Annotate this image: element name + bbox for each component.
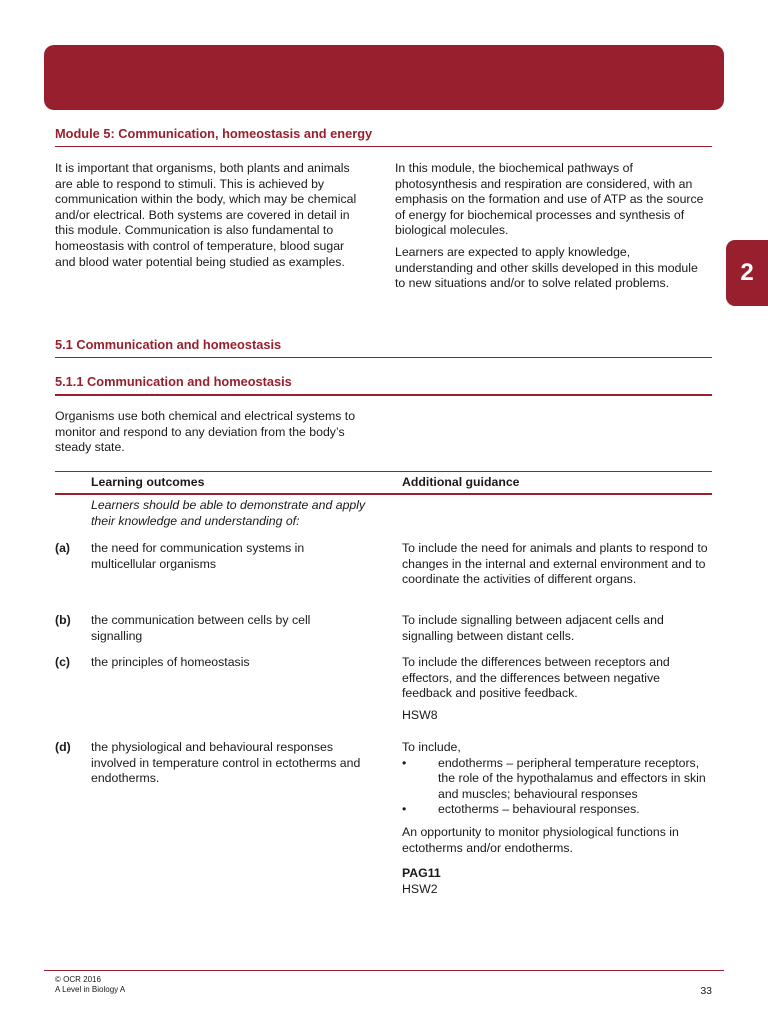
col-header-outcomes: Learning outcomes	[91, 475, 205, 489]
module-title: Module 5: Communication, homeostasis and energy	[55, 126, 373, 141]
guidance-a-text: To include the need for animals and plants to respond to changes in the internal and external environment and to coordinate the activities of different organs.	[402, 541, 708, 587]
section-intro-text: Organisms use both chemical and electrical systems to monitor and respond to any deviation from the body’s steady state.	[55, 409, 356, 455]
guidance-d-bullet	[402, 756, 712, 803]
row-label-d: (d)	[55, 740, 71, 754]
module-intro-left-text: It is important that organisms, both plants and animals are able to respond to stimuli. This is achieved by communication within the body, which may be chemical and/or electrical. Both systems are covered in detail in this module. Communication is also fundamental to homeostasis with control of temperature, blood sugar and blood water potential being studied as examples.	[55, 161, 357, 269]
section-intro	[55, 409, 375, 456]
outcome-d	[91, 740, 361, 787]
header-banner	[44, 45, 724, 110]
guidance-d	[402, 740, 712, 897]
table-top-rule	[55, 471, 712, 472]
row-label-a: (a)	[55, 541, 71, 555]
subsection-title-rule	[55, 394, 712, 396]
section-tab	[726, 240, 768, 306]
module-intro-right	[395, 161, 710, 292]
col-header-guidance: Additional guidance	[402, 475, 520, 489]
footer-qualification: A Level in Biology A	[55, 985, 126, 994]
outcome-a	[91, 541, 361, 572]
module-intro-right-text-2: Learners are expected to apply knowledge, understanding and other skills developed in this module to new situations and/or to solve related problems.	[395, 244, 698, 291]
footer-copyright: © OCR 2016	[55, 975, 101, 984]
bullet-mark: •	[402, 755, 407, 770]
section-title-rule	[55, 357, 712, 358]
guidance-d-hsw: HSW2	[402, 881, 438, 896]
row-label-b: (b)	[55, 613, 71, 627]
guidance-c-code: HSW8	[402, 707, 438, 722]
outcome-c-text: the principles of homeostasis	[91, 655, 250, 669]
outcome-c	[91, 655, 361, 671]
subsection-title: 5.1.1 Communication and homeostasis	[55, 374, 292, 389]
module-title-rule	[55, 146, 712, 147]
footer-rule	[44, 970, 724, 971]
guidance-d-bullet	[402, 802, 712, 818]
guidance-c-text: To include the differences between receptors and effectors, and the differences between negative feedback and positive feedback.	[402, 655, 670, 701]
table-intro	[91, 498, 371, 529]
guidance-d-extra: An opportunity to monitor physiological functions in ectotherms and/or endotherms.	[402, 824, 679, 855]
guidance-d-pag: PAG11	[402, 866, 441, 881]
outcome-a-text: the need for communication systems in multicellular organisms	[91, 541, 305, 571]
bullet-mark: •	[402, 802, 407, 817]
module-intro-left	[55, 161, 365, 270]
section-title: 5.1 Communication and homeostasis	[55, 337, 282, 352]
bullet-text: endotherms – peripheral temperature receptors, the role of the hypothalamus and effectors in skin and muscles; behavioural responses	[438, 755, 706, 801]
guidance-c	[402, 655, 710, 723]
table-header-rule	[55, 493, 712, 495]
page-number: 33	[700, 985, 712, 997]
section-tab-number: 2	[740, 259, 754, 287]
table-intro-text: Learners should be able to demonstrate and apply their knowledge and understanding of:	[91, 498, 366, 528]
footer-info	[55, 975, 125, 995]
outcome-b	[91, 613, 351, 644]
guidance-d-intro: To include,	[402, 740, 461, 754]
row-label-c: (c)	[55, 655, 71, 669]
guidance-a	[402, 541, 710, 588]
guidance-b-text: To include signalling between adjacent cells and signalling between distant cells.	[402, 613, 664, 643]
bullet-text: ectotherms – behavioural responses.	[438, 802, 640, 817]
module-intro-right-text-1: In this module, the biochemical pathways of photosynthesis and respiration are considered, with an emphasis on the formation and use of ATP as the source of energy for biochemical processes and synthesis of biological molecules.	[395, 161, 704, 238]
guidance-b	[402, 613, 710, 644]
outcome-d-text: the physiological and behavioural responses involved in temperature control in ectotherms and endotherms.	[91, 740, 361, 786]
outcome-b-text: the communication between cells by cell signalling	[91, 613, 311, 643]
